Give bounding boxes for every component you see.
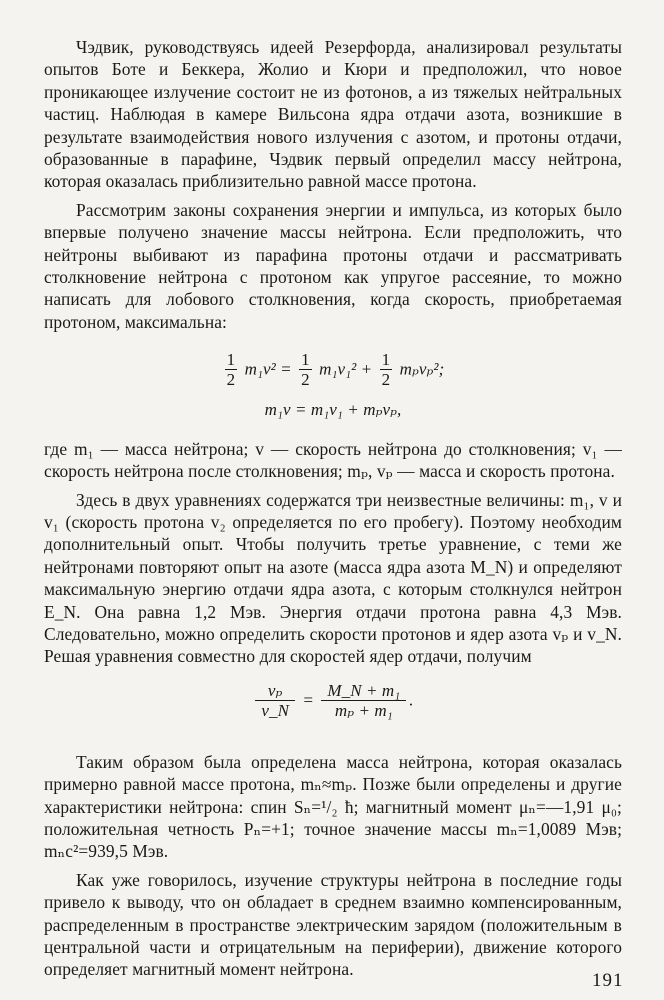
- paragraph-definitions: где m₁ — масса нейтрона; v — скорость нейтрона до столкновения; v₁ — скорость нейтрона после столкновения; mₚ, vₚ — масса и скорость протона.: [44, 438, 622, 482]
- page-number: 191: [592, 970, 624, 991]
- energy-term-3: mₚvₚ²;: [399, 359, 445, 379]
- paragraph-chadwick: Чэдвик, руководствуясь идеей Резерфорда, анализировал результаты опытов Боте и Беккера, Жолио и Кюри и предположил, что новое проникающее излучение состоит не из фотонов, а из тяжелых нейтральных частиц. Наблюдая в камере Вильсона ядра отдачи азота, возникшие в результате взаимодействия нового излучения с азотом, и протоны отдачи, образованные в парафине, Чэдвик первый определил массу нейтрона, которая оказалась приблизительно равной массе протона.: [44, 37, 622, 192]
- paragraph-nitrogen: Здесь в двух уравнениях содержатся три неизвестные величины: m₁, v и v₁ (скорость протона v₂ определяется по его пробегу). Поэтому необходим дополнительный опыт. Чтобы получить третье уравнение, с теми же нейтронами повторяют опыт на азоте (масса ядра азота M_N) и определяют максимальную энергию отдачи ядра азота, с которым столкнулся нейтрон E_N. Она равна 1,2 Мэв. Энергия отдачи протона равна 4,3 Мэв. Следовательно, можно определить скорости протонов и ядер азота vₚ и v_N. Решая уравнения совместно для скоростей ядер отдачи, получим: [44, 489, 622, 667]
- fraction-velocity: $\frac{\text{vₚ}}{v\_N}$: [255, 682, 295, 721]
- energy-term-1: m₁v² =: [244, 359, 292, 379]
- paragraph-conservation: Рассмотрим законы сохранения энергии и импульса, из которых было впервые получено значение массы нейтрона. Если предположить, что нейтроны выбивают из парафина протоны отдачи и рассматривать столкновение нейтрона с протоном как упругое рассеяние, то можно написать для лобового столкновения, когда скорость, приобретаемая протоном, максимальна:: [44, 199, 622, 332]
- body-text: [44, 36, 622, 981]
- paragraph-structure: Как уже говорилось, изучение структуры нейтрона в последние годы привело к выводу, что он обладает в среднем взаимно компенсированным, распределенным в пространстве электрическим зарядом (положительным в центральной части и отрицательным на периферии), движение которого определяет магнитный момент нейтрона.: [44, 869, 622, 980]
- energy-equation: [44, 351, 622, 391]
- paragraph-characteristics: Таким образом была определена масса нейтрона, которая оказалась примерно равной массе протона, mₙ≈mₚ. Позже были определены и другие характеристики нейтрона: спин Sₙ=¹/₂ ħ; магнитный момент μₙ=—1,91 μ₀; положительная четность Pₙ=+1; точное значение массы mₙ=1,0089 Мэв; mₙc²=939,5 Мэв.: [44, 751, 622, 862]
- energy-term-2: m₁v₁² +: [319, 359, 373, 379]
- fraction-mass: $\frac{\text{M\_N + m₁}}{\text{mₚ + m₁}}$: [321, 682, 406, 721]
- fraction-half-3: $\frac{1}{2}$: [381, 350, 391, 390]
- velocity-ratio-equation: $\frac{\text{vₚ}}{v\_N}$ = $\frac{\text{M\_N + m₁}}{\text{mₚ + m₁}}$ .: [44, 682, 622, 721]
- fraction-half-2: $\frac{1}{2}$: [301, 350, 310, 390]
- momentum-equation: m₁v = m₁v₁ + mₚvₚ,: [264, 400, 402, 420]
- fraction-half-1: $\frac{1}{2}$: [226, 350, 236, 390]
